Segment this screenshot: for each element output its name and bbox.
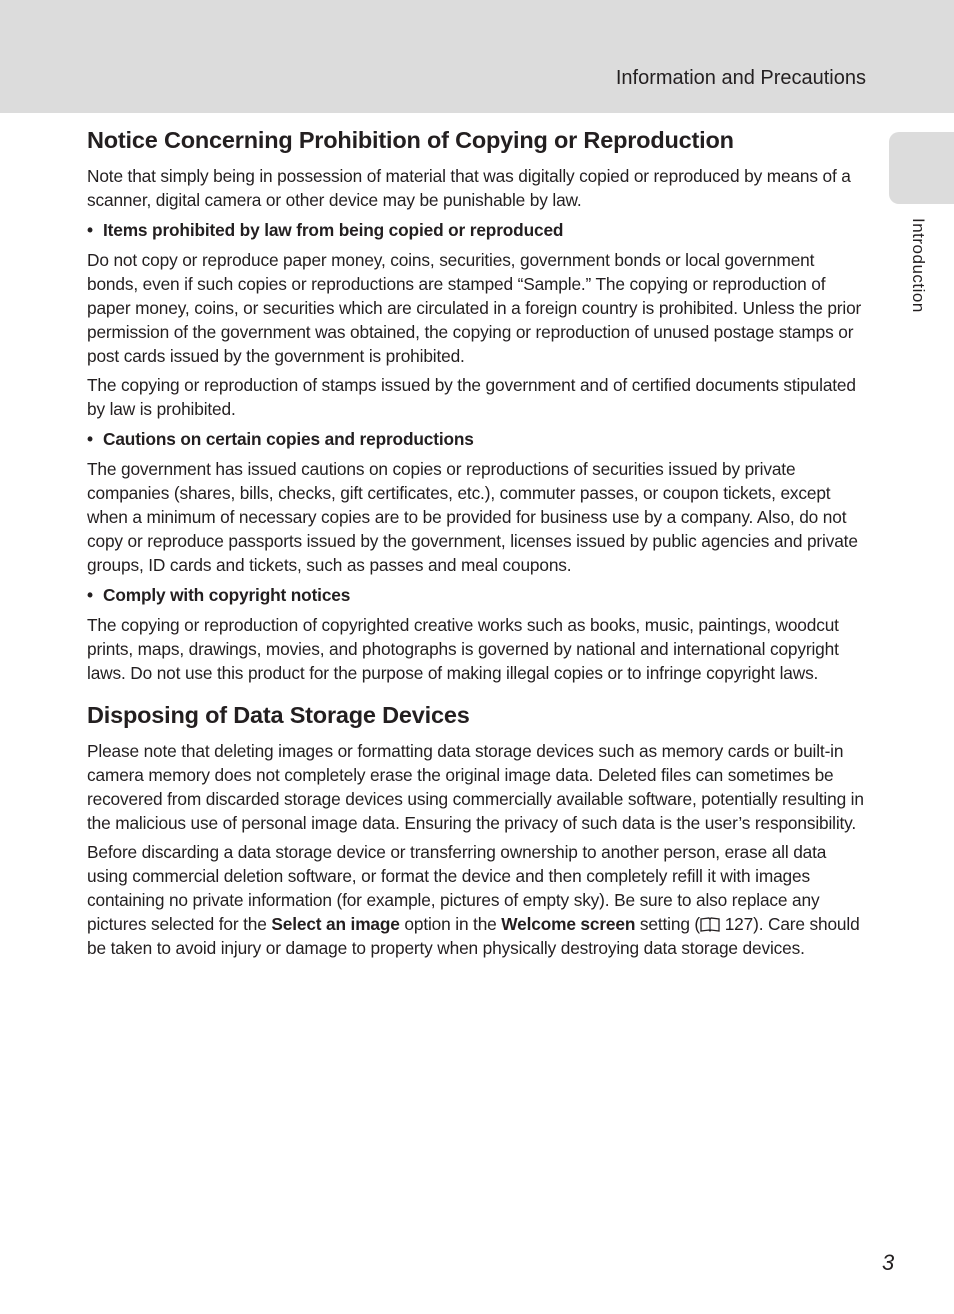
section-intro: Note that simply being in possession of material that was digitally copied or reproduced by means of a scanner, digital camera or other device may be punishable by law. — [87, 166, 851, 210]
bullet-text: Cautions on certain copies and reproductions — [103, 429, 474, 449]
page-reference: 127 — [720, 914, 754, 934]
section-title-disposing: Disposing of Data Storage Devices — [87, 702, 470, 728]
paragraph: The government has issued cautions on copies or reproductions of securities issued by private companies (shares, bills, checks, gift certificates, etc.), commuter passes, or coupon tickets, except when a minimum of necessary copies are to be provided for business use by a company. Also, do not copy or reproduce passports issued by the government, licenses issued by public agencies and private groups, ID cards and tickets, such as passes and meal coupons. — [87, 459, 858, 575]
page-number: 3 — [882, 1250, 895, 1275]
paragraph: Do not copy or reproduce paper money, coins, securities, government bonds or local government bonds, even if such copies or reproductions are stamped “Sample.” The copying or reproduction of paper money, coins, or securities which are circulated in a foreign country is prohibited. Unless the prior permission of the government was obtained, the copying or reproduction of unused postage stamps or post cards issued by the government is prohibited. — [87, 250, 862, 366]
bullet-text: Comply with copyright notices — [103, 585, 351, 605]
side-tab-label: Introduction — [909, 218, 928, 313]
section-title-copying: Notice Concerning Prohibition of Copying or Reproduction — [87, 127, 734, 153]
menu-option-welcome-screen: Welcome screen — [501, 914, 636, 934]
menu-option-select-image: Select an image — [271, 914, 400, 934]
paragraph: Please note that deleting images or formatting data storage devices such as memory cards or built-in camera memory does not completely erase the original image data. Deleted files can sometimes be recovered from discarded storage devices using commercially available software, potentially resulting in the malicious use of personal image data. Ensuring the privacy of such data is the user’s responsibility. — [87, 741, 864, 833]
bullet-heading-cautions — [87, 427, 865, 451]
book-reference-icon — [700, 917, 720, 932]
paragraph — [87, 840, 865, 960]
bullet-dot: • — [87, 585, 93, 605]
paragraph: The copying or reproduction of copyrighted creative works such as books, music, paintings, woodcut prints, maps, drawings, movies, and photographs is governed by national and international copyright laws. Do not use this product for the purpose of making illegal copies or to infringe copyright laws. — [87, 615, 839, 683]
header-band — [0, 0, 954, 113]
text-run: Before discarding a data storage device or transferring ownership to another person, erase all data using commercial deletion software, or format the device and then completely refill it with images containing no private information (for example, pictures of empty sky). Be sure to also replace any pictures selected for the — [87, 842, 827, 934]
bullet-heading-prohibited — [87, 218, 865, 242]
text-run: ). Care should be taken to avoid injury or damage to property when physically destroying data storage devices. — [87, 914, 860, 958]
text-run: setting ( — [635, 914, 701, 934]
paragraph: The copying or reproduction of stamps issued by the government and of certified documents stipulated by law is prohibited. — [87, 375, 856, 419]
side-tab — [889, 132, 954, 204]
bullet-dot: • — [87, 220, 93, 240]
page-content — [87, 124, 865, 965]
running-head: Information and Precautions — [615, 67, 866, 89]
bullet-text: Items prohibited by law from being copied or reproduced — [103, 220, 564, 240]
bullet-dot: • — [87, 429, 93, 449]
text-run: option in the — [399, 914, 502, 934]
bullet-heading-copyright — [87, 583, 865, 607]
